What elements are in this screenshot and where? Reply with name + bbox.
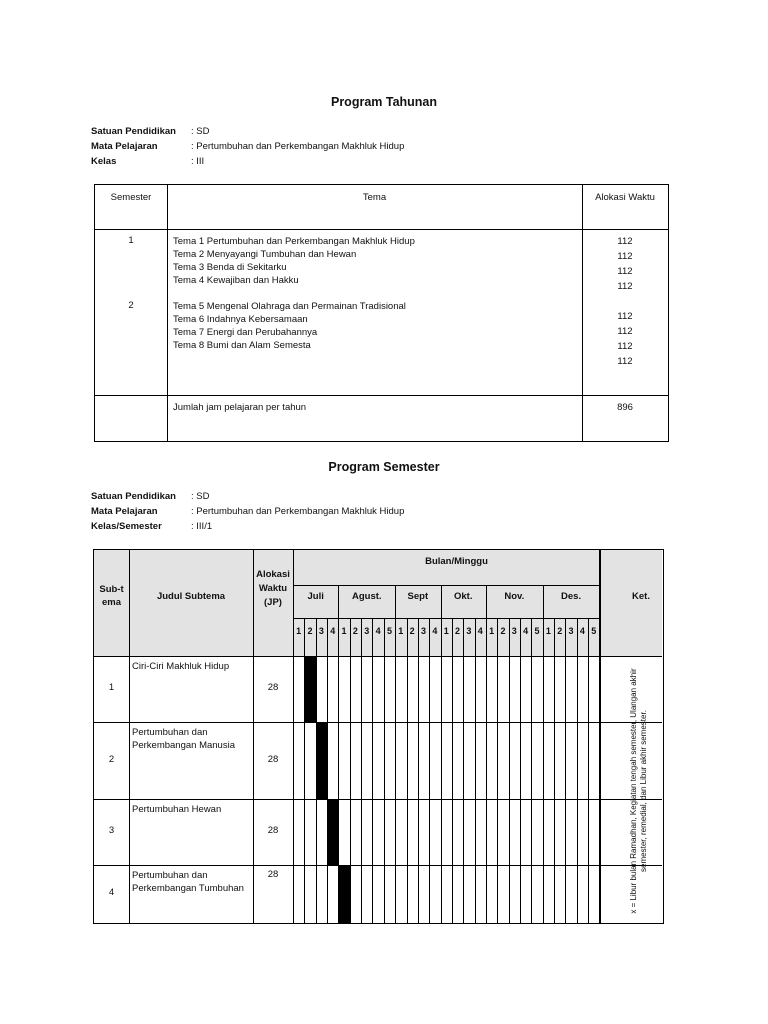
column-divider	[253, 550, 254, 923]
header-ket: Ket.	[632, 591, 650, 602]
meta-label: Mata Pelajaran	[91, 506, 158, 517]
theme-item: Tema 1 Pertumbuhan dan Perkembangan Makhluk Hidup	[173, 236, 415, 247]
week-divider	[531, 618, 532, 923]
header-alokasi	[253, 568, 293, 610]
hours-value: 112	[617, 266, 633, 277]
header-alokasi: Alokasi Waktu	[595, 192, 655, 203]
ket-note	[617, 660, 661, 922]
week-divider	[497, 618, 498, 923]
header-semester: Semester	[110, 192, 152, 203]
week-divider	[361, 618, 362, 923]
semester-number: 1	[128, 235, 134, 246]
meta-value: : Pertumbuhan dan Perkembangan Makhluk Hidup	[191, 506, 405, 517]
week-divider	[577, 618, 578, 923]
theme-item: Tema 6 Indahnya Kebersamaan	[173, 314, 308, 325]
week-divider	[372, 618, 373, 923]
week-divider	[475, 618, 476, 923]
row-title: Pertumbuhan dan Perkembangan Tumbuhan	[132, 870, 244, 894]
theme-list	[173, 235, 415, 287]
week-label: 3	[364, 626, 370, 636]
meta-value: : III	[191, 156, 205, 167]
row-jp: 28	[267, 869, 279, 880]
row-jp: 28	[267, 682, 279, 693]
week-label: 1	[296, 626, 302, 636]
row-number: 4	[108, 887, 115, 898]
week-divider	[554, 618, 555, 923]
meta-value: : III/1	[191, 521, 213, 532]
week-label: 4	[523, 626, 529, 636]
week-divider	[520, 618, 521, 923]
header-subtema-text: Sub-tema	[99, 584, 124, 608]
theme-list	[173, 300, 406, 352]
hours-list	[582, 234, 668, 294]
hours-value: 112	[617, 326, 633, 337]
week-label: 1	[398, 626, 404, 636]
semester-meta	[91, 489, 404, 534]
month-label: Sept	[407, 591, 429, 602]
week-divider	[588, 618, 589, 923]
meta-value: : Pertumbuhan dan Perkembangan Makhluk Hidup	[191, 141, 405, 152]
meta-label: Mata Pelajaran	[91, 141, 158, 152]
week-label: 4	[579, 626, 585, 636]
week-divider	[509, 618, 510, 923]
week-divider	[384, 618, 385, 923]
column-divider	[599, 550, 601, 923]
week-label: 2	[409, 626, 415, 636]
row-number: 2	[108, 753, 115, 765]
row-title: Pertumbuhan dan Perkembangan Manusia	[132, 727, 235, 751]
week-divider	[327, 618, 328, 923]
row-number: 3	[108, 825, 115, 836]
week-label: 4	[432, 626, 438, 636]
annual-title: Program Tahunan	[330, 95, 438, 109]
theme-item: Tema 2 Menyayangi Tumbuhan dan Hewan	[173, 249, 357, 260]
row-divider	[95, 229, 668, 230]
row-title: Pertumbuhan Hewan	[132, 804, 222, 815]
theme-item: Tema 8 Bumi dan Alam Semesta	[173, 340, 311, 351]
week-label: 3	[466, 626, 472, 636]
hours-value: 112	[617, 311, 633, 322]
week-divider	[350, 618, 351, 923]
column-divider	[293, 550, 294, 923]
header-tema: Tema	[362, 192, 387, 203]
semester-number: 2	[128, 300, 134, 311]
week-divider	[452, 618, 453, 923]
header-judul: Judul Subtema	[156, 591, 226, 602]
month-label: Agust.	[351, 591, 382, 602]
theme-item: Tema 7 Energi dan Perubahannya	[173, 327, 318, 338]
meta-label: Satuan Pendidikan	[91, 491, 176, 502]
week-label: 1	[443, 626, 449, 636]
week-label: 2	[352, 626, 358, 636]
week-divider	[407, 618, 408, 923]
week-label: 4	[477, 626, 483, 636]
total-value: 896	[617, 402, 633, 413]
semester-table	[93, 549, 664, 924]
week-label: 1	[545, 626, 551, 636]
hours-list	[582, 309, 668, 369]
header-subtema	[94, 583, 129, 609]
hours-value: 112	[617, 251, 633, 262]
semester-title: Program Semester	[328, 460, 440, 474]
week-divider	[429, 618, 430, 923]
hours-value: 112	[617, 236, 633, 247]
week-label: 1	[489, 626, 495, 636]
hours-value: 112	[617, 356, 633, 367]
week-label: 5	[591, 626, 597, 636]
meta-label: Kelas	[91, 156, 117, 167]
annual-meta	[91, 124, 404, 169]
week-label: 2	[455, 626, 461, 636]
ket-note-text: x = Libur bulan Ramadhan, Kegiatan tengah semester, Ulangan akhir semester, remedial, dan Libur akhir semester.	[629, 668, 648, 914]
week-label: 3	[318, 626, 324, 636]
theme-item: Tema 5 Mengenal Olahraga dan Permainan Tradisional	[173, 301, 406, 312]
row-jp: 28	[267, 753, 279, 765]
week-label: 5	[534, 626, 540, 636]
month-label: Nov.	[504, 591, 525, 602]
column-divider	[167, 185, 168, 441]
column-divider	[129, 550, 130, 923]
schedule-fill	[327, 799, 338, 865]
row-number: 1	[108, 682, 115, 693]
row-jp: 28	[267, 825, 279, 836]
week-divider	[565, 618, 566, 923]
month-label: Juli	[307, 591, 324, 602]
meta-label: Kelas/Semester	[91, 521, 162, 532]
week-label: 2	[500, 626, 506, 636]
annual-table	[94, 184, 669, 442]
theme-item: Tema 3 Benda di Sekitarku	[173, 262, 287, 273]
schedule-fill	[304, 656, 315, 722]
week-label: 3	[568, 626, 574, 636]
week-label: 3	[511, 626, 517, 636]
week-label: 2	[557, 626, 563, 636]
hours-value: 112	[617, 281, 633, 292]
week-label: 3	[421, 626, 427, 636]
meta-value: : SD	[191, 126, 210, 137]
schedule-fill	[338, 865, 349, 923]
total-label: Jumlah jam pelajaran per tahun	[173, 402, 307, 413]
week-label: 2	[307, 626, 313, 636]
row-title: Ciri-Ciri Makhluk Hidup	[132, 661, 230, 672]
week-label: 1	[341, 626, 347, 636]
theme-item: Tema 4 Kewajiban dan Hakku	[173, 275, 299, 286]
meta-value: : SD	[191, 491, 210, 502]
week-label: 4	[375, 626, 381, 636]
month-label: Des.	[561, 591, 582, 602]
week-divider	[418, 618, 419, 923]
week-label: 5	[386, 626, 392, 636]
header-alokasi-text: Alokasi Waktu (JP)	[256, 569, 290, 608]
month-label: Okt.	[454, 591, 473, 602]
meta-label: Satuan Pendidikan	[91, 126, 176, 137]
row-divider	[95, 395, 668, 396]
header-bulan: Bulan/Minggu	[425, 556, 488, 567]
hours-value: 112	[617, 341, 633, 352]
week-divider	[463, 618, 464, 923]
schedule-fill	[316, 722, 327, 799]
week-label: 4	[330, 626, 336, 636]
